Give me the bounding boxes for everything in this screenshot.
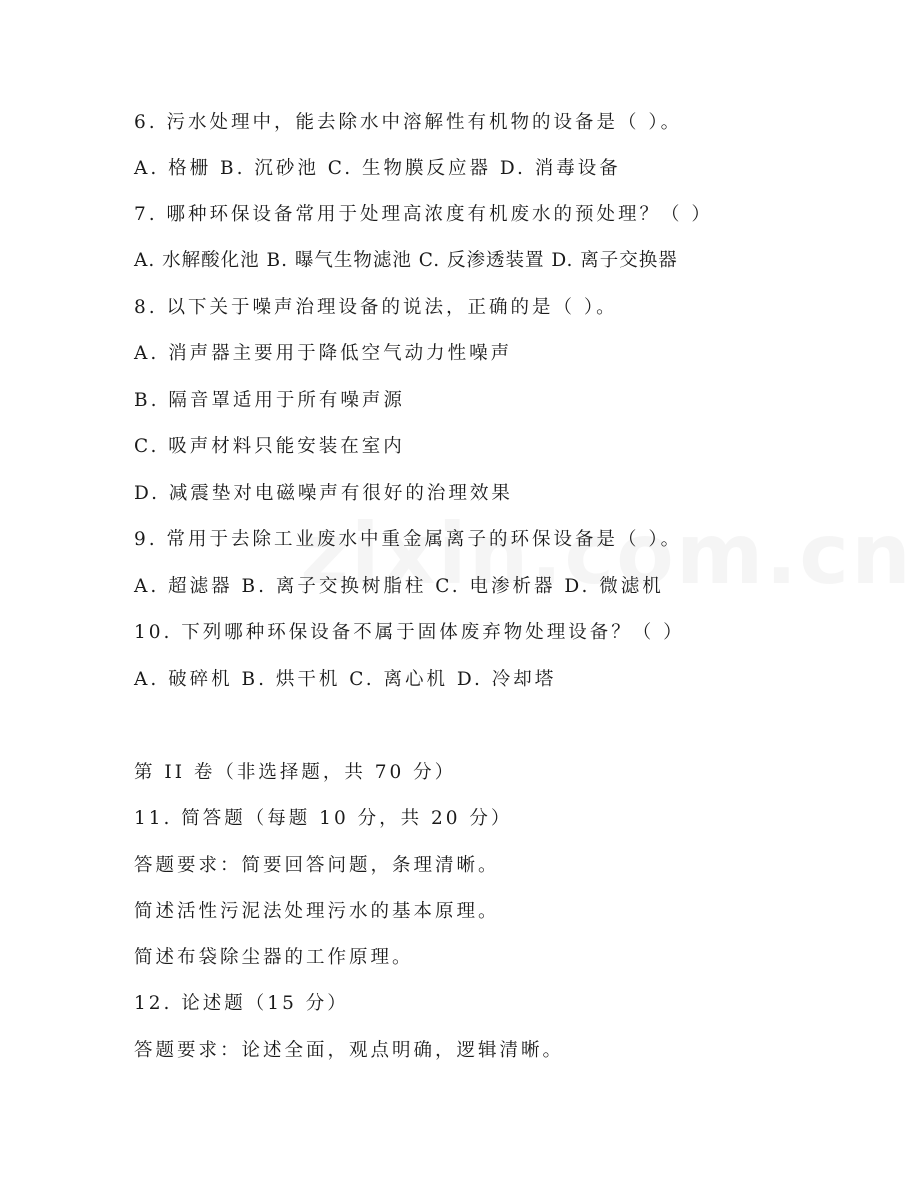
question-11: 11. 简答题（每题 10 分，共 20 分） xyxy=(134,808,513,829)
question-11-item-2: 简述布袋除尘器的工作原理。 xyxy=(134,947,414,968)
question-8-option-b: B. 隔音罩适用于所有噪声源 xyxy=(134,390,405,411)
question-6-options: A. 格栅 B. 沉砂池 C. 生物膜反应器 D. 消毒设备 xyxy=(134,158,621,179)
question-7: 7. 哪种环保设备常用于处理高浓度有机废水的预处理？（ ） xyxy=(134,204,713,225)
question-6: 6. 污水处理中，能去除水中溶解性有机物的设备是（ ）。 xyxy=(134,112,683,133)
question-12-requirement: 答题要求：论述全面，观点明确，逻辑清晰。 xyxy=(134,1040,565,1061)
question-9: 9. 常用于去除工业废水中重金属离子的环保设备是（ ）。 xyxy=(134,529,683,550)
question-11-requirement: 答题要求：简要回答问题，条理清晰。 xyxy=(134,855,500,876)
question-8-option-a: A. 消声器主要用于降低空气动力性噪声 xyxy=(134,343,513,364)
section-heading: 第 II 卷（非选择题，共 70 分） xyxy=(134,762,457,783)
question-8-option-d: D. 减震垫对电磁噪声有很好的治理效果 xyxy=(134,483,513,504)
question-12: 12. 论述题（15 分） xyxy=(134,993,349,1014)
question-8: 8. 以下关于噪声治理设备的说法，正确的是（ ）。 xyxy=(134,297,618,318)
question-7-options: A. 水解酸化池 B. 曝气生物滤池 C. 反渗透装置 D. 离子交换器 xyxy=(134,250,678,271)
question-10: 10. 下列哪种环保设备不属于固体废弃物处理设备？（ ） xyxy=(134,622,685,643)
question-9-options: A. 超滤器 B. 离子交换树脂柱 C. 电渗析器 D. 微滤机 xyxy=(134,576,664,597)
question-11-item-1: 简述活性污泥法处理污水的基本原理。 xyxy=(134,901,500,922)
question-10-options: A. 破碎机 B. 烘干机 C. 离心机 D. 冷却塔 xyxy=(134,669,557,690)
question-8-option-c: C. 吸声材料只能安装在室内 xyxy=(134,436,405,457)
